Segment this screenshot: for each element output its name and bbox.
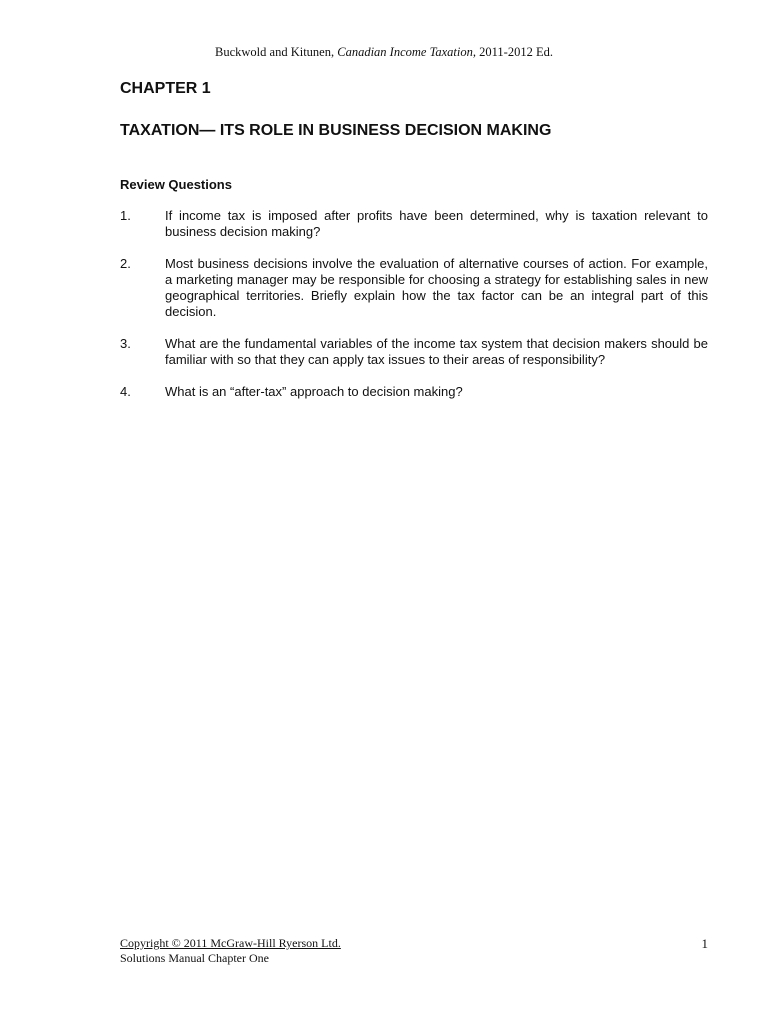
header-book-title: Canadian Income Taxation, [337,45,477,59]
question-item [120,256,708,320]
question-item [120,336,708,368]
question-number: 1. [120,208,131,223]
question-number: 4. [120,384,131,399]
question-text: What are the fundamental variables of the income tax system that decision makers should be familiar with so that they can apply tax issues to their areas of responsibility? [165,336,708,367]
section-heading: Review Questions [120,177,232,192]
question-item [120,208,708,240]
question-text: Most business decisions involve the evaluation of alternative courses of action. For example, a marketing manager may be responsible for choosing a strategy for establishing sales in new geographical territories. Briefly explain how the tax factor can be an integral part of this decision. [165,256,708,319]
footer [120,936,341,966]
question-number: 3. [120,336,131,351]
question-text: If income tax is imposed after profits have been determined, why is taxation relevant to business decision making? [165,208,708,239]
question-item [120,384,708,400]
question-text: What is an “after-tax” approach to decision making? [165,384,463,399]
question-number: 2. [120,256,131,271]
page-number: 1 [701,936,708,951]
chapter-title: TAXATION— ITS ROLE IN BUSINESS DECISION MAKING [120,122,552,139]
header-edition: 2011-2012 Ed. [476,45,553,59]
header-authors: Buckwold and Kitunen, [215,45,338,59]
footer-manual-label: Solutions Manual Chapter One [120,951,269,965]
footer-copyright: Copyright © 2011 McGraw-Hill Ryerson Ltd. [120,936,341,950]
review-questions-list [120,208,708,416]
chapter-label: CHAPTER 1 [120,80,211,97]
running-header [0,45,768,60]
